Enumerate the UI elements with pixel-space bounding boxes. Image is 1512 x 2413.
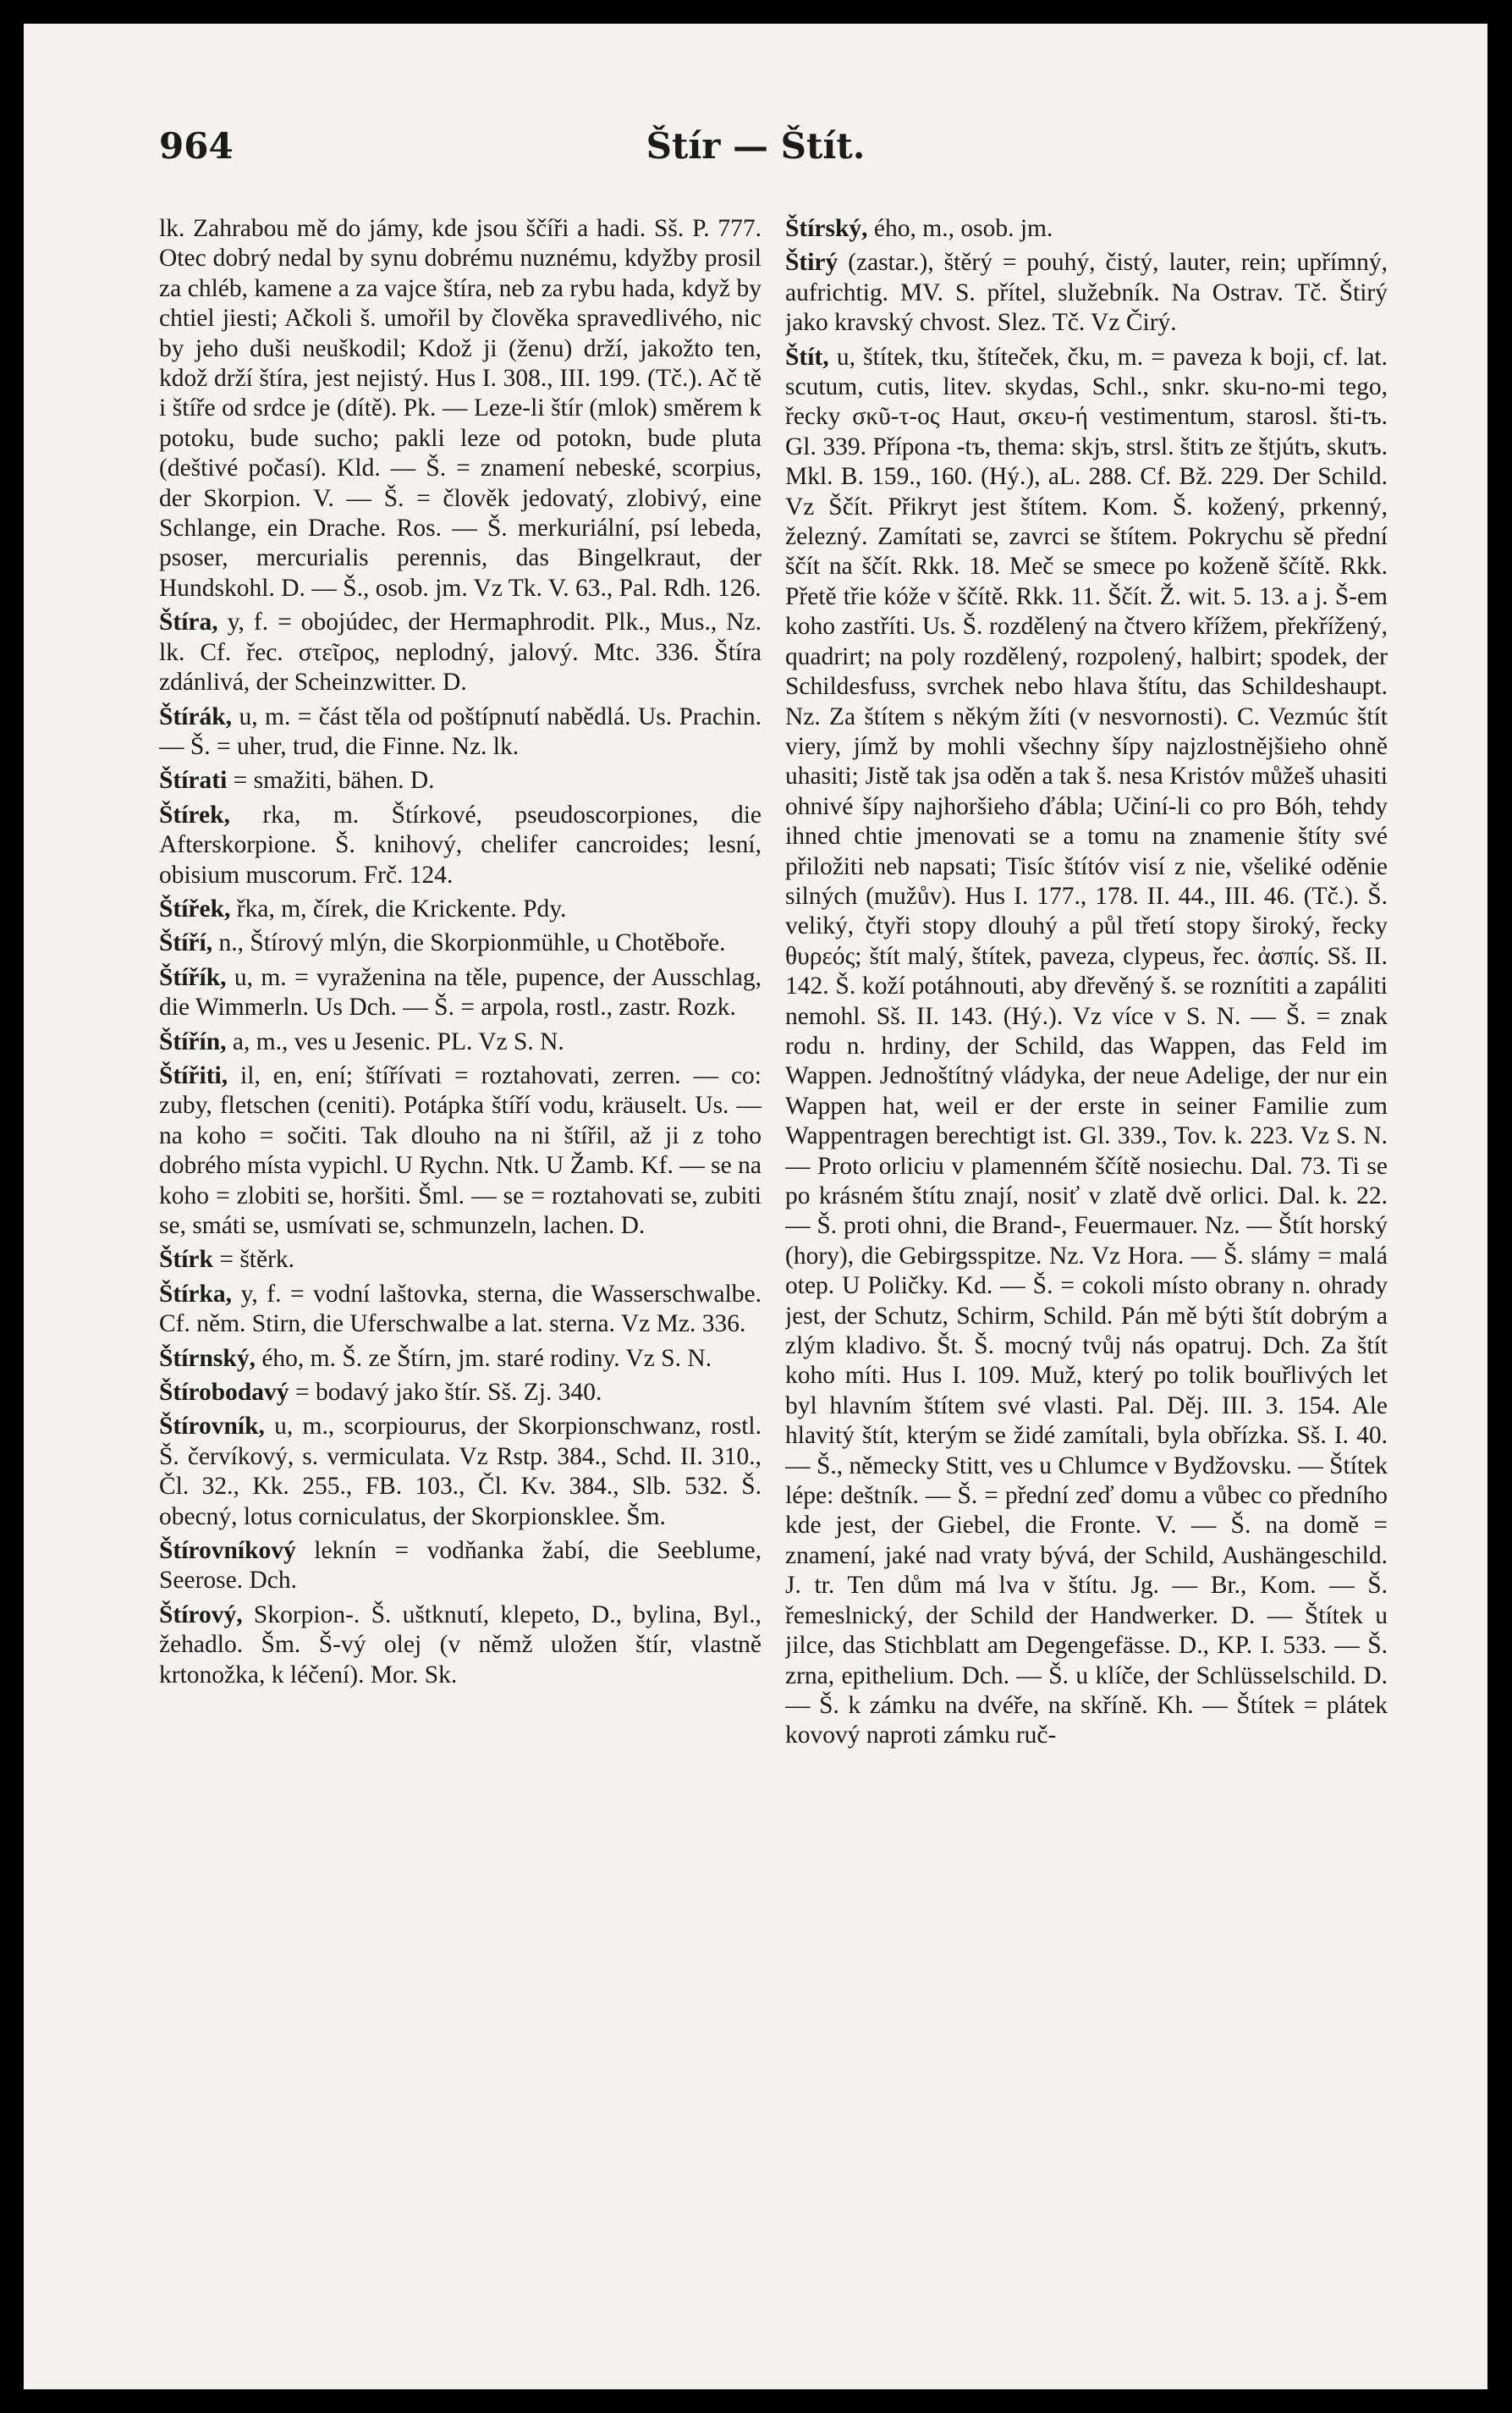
dictionary-entry xyxy=(159,963,761,1023)
dictionary-entry xyxy=(785,343,1388,1751)
entry-text: (zastar.), štěrý = pouhý, čistý, lauter, rein; upřímný, aufrichtig. MV. S. přítel, služebník. Na Ostrav. Tč. Štirý jako kravský chvost. Slez. Tč. Vz Čirý. xyxy=(785,249,1388,337)
entry-text: Skorpion-. Š. uštknutí, klepeto, D., bylina, Byl., žehadlo. Šm. Š-vý olej (v němž uložen štír, vlastně krtonožka, k léčení). Mor. Sk. xyxy=(159,1600,761,1689)
dictionary-entry xyxy=(785,214,1388,244)
right-column xyxy=(785,214,1388,2355)
entry-headword: Štířek, xyxy=(159,895,231,923)
entry-headword: Štírský, xyxy=(785,215,868,242)
entry-headword: Štírový, xyxy=(159,1600,243,1628)
dictionary-entry xyxy=(159,766,761,796)
entry-text: n., Štírový mlýn, die Skorpionmühle, u Chotěboře. xyxy=(218,929,726,957)
entry-headword: Štíra, xyxy=(159,609,218,636)
dictionary-entry xyxy=(159,702,761,763)
entry-headword: Štírek, xyxy=(159,801,230,829)
dictionary-page xyxy=(24,24,1487,2389)
entry-text: = smažiti, bähen. D. xyxy=(233,767,435,795)
dictionary-entry xyxy=(159,1061,761,1241)
entry-text: ého, m., osob. jm. xyxy=(873,215,1053,242)
dictionary-entry xyxy=(159,1280,761,1340)
page-number: 964 xyxy=(159,125,234,167)
entry-headword: Štírovník, xyxy=(159,1413,265,1441)
entry-headword: Štířík, xyxy=(159,963,227,991)
entry-text: = štěrk. xyxy=(219,1246,295,1274)
entry-text: u, m. = vyraženina na těle, pupence, der Ausschlag, die Wimmerln. Us Dch. — Š. = arpola, rostl., zastr. Rozk. xyxy=(159,963,761,1022)
entry-headword: Štírovníkový xyxy=(159,1537,296,1565)
dictionary-entry xyxy=(159,1027,761,1057)
dictionary-entry xyxy=(159,801,761,890)
entry-text: rka, m. Štírkové, pseudoscorpiones, die Afterskorpione. Š. knihový, chelifer cancroides; lesní, obisium muscorum. Frč. 124. xyxy=(159,801,761,889)
entry-headword: Štírk xyxy=(159,1246,213,1274)
entry-headword: Štírnský, xyxy=(159,1344,256,1372)
entry-text: = bodavý jako štír. Sš. Zj. 340. xyxy=(294,1379,602,1407)
entry-text: il, en, ení; štířívati = roztahovati, zerren. — co: zuby, fletschen (ceniti). Potápka štíří vodu, kräuselt. Us. — na koho = sočiti. Tak dlouho na ni štířil, až ji z toho dobrého místa vypichl. U Rychn. Ntk. U Žamb. Kf. — se na koho = zlobiti se, horšiti. Šml. — se = roztahovati se, zubiti se, smáti se, usmívati se, schmunzeln, lachen. D. xyxy=(159,1061,761,1239)
dictionary-entry xyxy=(159,608,761,697)
entry-text: y, f. = obojúdec, der Hermaphrodit. Plk., Mus., Nz. lk. Cf. řec. στεῖρος, neplodný, jalový. Mtc. 336. Štíra zdánlivá, der Scheinzwitter. D. xyxy=(159,609,761,697)
dictionary-entry xyxy=(785,248,1388,338)
entry-text: lk. Zahrabou mě do jámy, kde jsou ščíři a hadi. Sš. P. 777. Otec dobrý nedal by synu dobrému nuznému, kdyžby prosil za chléb, kamene a za vajce štíra, neb za rybu hada, když by chtiel jiesti; Ačkoli š. umořil by člověka spravedlivého, nic by jeho duši neuškodil; Kdož ji (ženu) drží, jakožto ten, kdož drží štíra, jest nejistý. Hus I. 308., III. 199. (Tč.). Ač tě i štíře od srdce je (dítě). Pk. — Leze-li štír (mlok) směrem k potoku, bude sucho; pakli leze od potokn, bude pluta (deštivé počasí). Kld. — Š. = znamení nebeské, scorpius, der Skorpion. V. — Š. = člověk jedovatý, zlobivý, eine Schlange, ein Drache. Ros. — Š. merkuriální, psí lebeda, psoser, mercurialis perennis, das Bingelkraut, der Hundskohl. D. — Š., osob. jm. Vz Tk. V. 63., Pal. Rdh. 126. xyxy=(159,215,761,602)
dictionary-entry xyxy=(159,1378,761,1408)
entry-text: y, f. = vodní laštovka, sterna, die Wasserschwalbe. Cf. něm. Stirn, die Uferschwalbe a lat. sterna. Vz Mz. 336. xyxy=(159,1280,761,1338)
entry-text: leknín = vodňanka žabí, die Seeblume, Seerose. Dch. xyxy=(159,1537,761,1595)
dictionary-entry xyxy=(159,895,761,924)
dictionary-entry xyxy=(159,1344,761,1374)
entry-text: u, m., scorpiourus, der Skorpionschwanz, rostl. Š. červíkový, s. vermiculata. Vz Rstp. 384., Schd. II. 310., Čl. 32., Kk. 255., FB. 103., Čl. Kv. 384., Slb. 532. Š. obecný, lotus corniculatus, der Skorpionsklee. Šm. xyxy=(159,1413,761,1530)
entry-headword: Štíří, xyxy=(159,929,213,957)
dictionary-entry xyxy=(159,214,761,603)
page-header xyxy=(24,125,1487,176)
left-column xyxy=(159,214,761,2355)
dictionary-entry xyxy=(159,928,761,958)
entry-text: ého, m. Š. ze Štírn, jm. staré rodiny. Vz S. N. xyxy=(261,1344,712,1372)
entry-headword: Štírák, xyxy=(159,702,233,730)
entry-headword: Štířiti, xyxy=(159,1061,228,1089)
entry-headword: Štířín, xyxy=(159,1027,227,1055)
entry-headword: Štírka, xyxy=(159,1280,233,1308)
dictionary-entry xyxy=(159,1600,761,1690)
entry-text: u, m. = část těla od poštípnutí nabědlá. Us. Prachin. — Š. = uher, trud, die Finne. Nz. lk. xyxy=(159,702,761,760)
entry-text: a, m., ves u Jesenic. PL. Vz S. N. xyxy=(232,1027,564,1055)
dictionary-entry xyxy=(159,1245,761,1275)
entry-headword: Štirý xyxy=(785,249,838,277)
dictionary-entry xyxy=(159,1536,761,1596)
entry-headword: Štít, xyxy=(785,343,829,371)
entry-text: u, štítek, tku, štíteček, čku, m. = paveza k boji, cf. lat. scutum, cutis, litev. skydas, Schl., snkr. sku-no-mi tego, řecky σκῦ-τ-ος Haut, σκευ-ή vestimentum, starosl. šti-tъ. Gl. 339. Přípona -tъ, thema: skjъ, strsl. štitъ ze štjútъ, skutъ. Mkl. B. 159., 160. (Hý.), aL. 288. Cf. Bž. 229. Der Schild. Vz Ščít. Přikryt jest štítem. Kom. Š. kožený, prkenný, železný. Zamítati se, zavrci se štítem. Pokrychu sě přední ščít na ščít. Rkk. 18. Meč se smece po koženě ščítě. Rkk. Přetě třie kóže v ščítě. Rkk. 11. Ščít. Ž. wit. 5. 13. a j. Š-em koho zastříti. Us. Š. rozdělený na čtvero křížem, překřížený, quadrirt; na poly rozdělený, rozpolený, halbirt; spodek, der Schildesfuss, svrchek nebo hlava štítu, das Schildeshaupt. Nz. Za štítem s někým žíti (v nesvornosti). C. Vezmúc štít viery, jímž by mohli všechny šípy najzlostnějšieho ohně uhasiti; Jistě tak jsa oděn a tak š. nesa Kristóv můžeš uhasiti ohnivé šípy najhoršieho ďábla; Učiní-li co pro Bóh, tehdy ihned chtie jmenovati se a tomu na znamenie štíty své přiložiti neb napsati; Tisíc štítóv visí z nie, všeliké oděnie silných (mužův). Hus I. 177., 178. II. 44., III. 46. (Tč.). Š. veliký, čtyři stopy dlouhý a půl třetí stopy široký, řecky θυρεός; štít malý, štítek, paveza, clypeus, řec. ἀσπίς. Sš. II. 142. Š. koží potáhnouti, aby dřevěný š. se roznítiti a zapáliti nemohl. Sš. II. 143. (Hý.). Vz více v S. N. — Š. = znak rodu n. hrdiny, der Schild, das Wappen, das Feld im Wappen. Jednoštítný vládyka, der neue Adelige, der nur ein Wappen hat, weil er der erste in seiner Familie zum Wappentragen berechtigt ist. Gl. 339., Tov. k. 223. Vz S. N. — Proto orliciu v plamenném ščítě nosiechu. Dal. 73. Ti se po krásném štítu znají, nosiť v zlatě dvě orlici. Dal. k. 22. — Š. proti ohni, die Brand-, Feuermauer. Nz. — Štít horský (hory), die Gebirgsspitze. Nz. Vz Hora. — Š. slámy = malá otep. U Poličky. Kd. — Š. = cokoli místo obrany n. ohrady jest, der Schutz, Schirm, Schild. Pán mě býti štít dobrým a zlým kladivo. Št. Š. mocný tvůj nás opatruj. Dch. Za štít koho míti. Hus I. 109. Muž, který po tolik bouřlivých let byl hlavním štítem své vlasti. Pal. Děj. III. 3. 154. Ale hlavitý štít, kterým se židé zamítali, byla obřízka. Sš. I. 40. — Š., německy Stitt, ves u Chlumce v Bydžovsku. — Štítek lépe: deštník. — Š. = přední zeď domu a vůbec co předního kde jest, der Giebel, die Fronte. V. — Š. na domě = znamení, jaké nad vraty bývá, der Schild, Aushängeschild. J. tr. Ten dům má lva v štítu. Jg. — Br., Kom. — Š. řemeslnický, der Schild der Handwerker. D. — Štítek u jilce, das Stichblatt am Degengefässe. D., KP. I. 533. — Š. zrna, epithelium. Dch. — Š. u klíče, der Schlüsselschild. D. — Š. k zámku na dvéře, na skříně. Kh. — Štítek = plátek kovový naproti zámku ruč- xyxy=(785,343,1388,1749)
running-title: Štír — Štít. xyxy=(646,125,866,167)
entry-headword: Štírobodavý xyxy=(159,1379,289,1407)
entry-headword: Štírati xyxy=(159,767,228,795)
entry-text: řka, m, čírek, die Krickente. Pdy. xyxy=(236,895,567,923)
dictionary-entry xyxy=(159,1412,761,1532)
